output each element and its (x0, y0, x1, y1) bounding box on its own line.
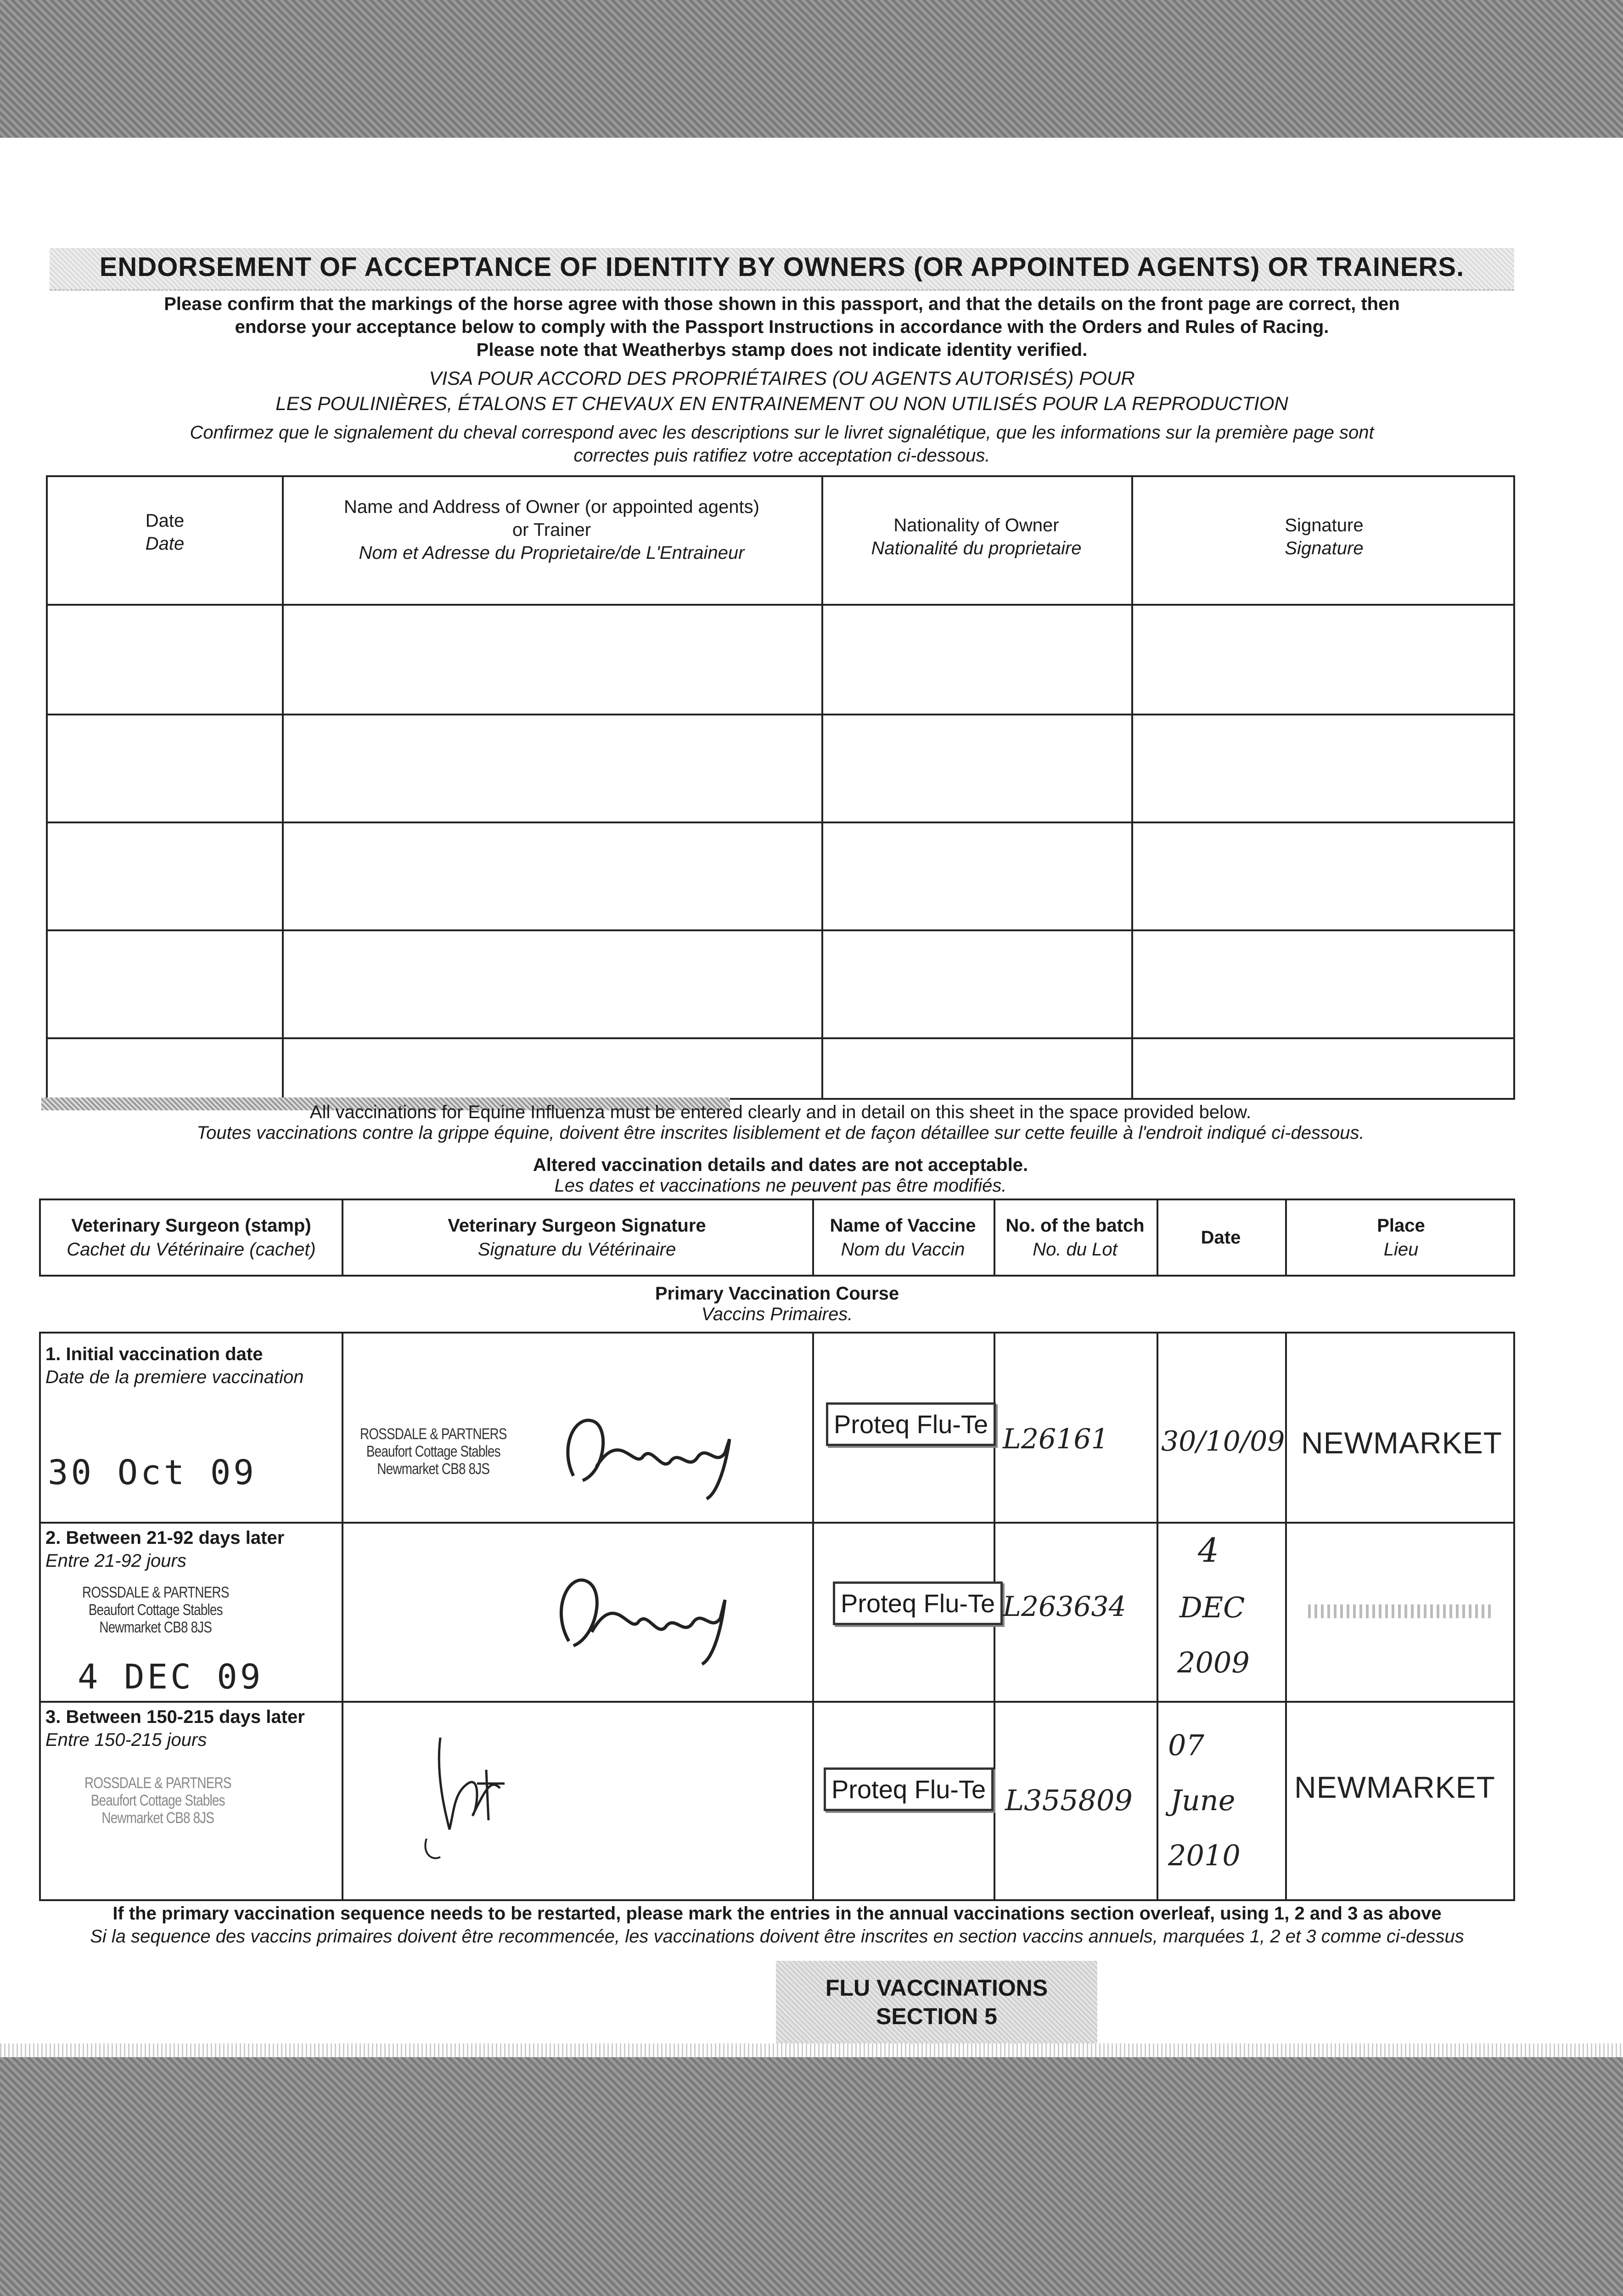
owner-endorsement-table (46, 475, 1515, 1100)
vaccination-notice-4: Les dates et vaccinations ne peuvent pas être modifiés. (554, 1176, 1007, 1196)
row2-signature (546, 1559, 766, 1669)
col-signature: Signature (1285, 515, 1364, 535)
row1-batch: L26161 (1003, 1423, 1109, 1455)
row2-label: 2. Between 21-92 days later (45, 1528, 285, 1548)
svg-text:Matt: Matt (408, 1719, 409, 1720)
hdr-vet-stamp-fr: Cachet du Vétérinaire (cachet) (67, 1239, 316, 1260)
vaccination-notice-1: All vaccinations for Equine Influenza must be entered clearly and in detail on this sheet in the space provided below. (309, 1102, 1252, 1122)
page-title: ENDORSEMENT OF ACCEPTANCE OF IDENTITY BY OWNERS (OR APPOINTED AGENTS) OR TRAINERS. (99, 252, 1465, 282)
row2-date-year: 2009 (1177, 1646, 1250, 1679)
row2-date-day: 4 (1198, 1531, 1219, 1570)
row2-place-stamp-faded (1308, 1604, 1492, 1618)
hdr-vet-stamp: Veterinary Surgeon (stamp) (71, 1216, 311, 1236)
col-date-fr: Date (145, 534, 185, 554)
row3-label-fr: Entre 150-215 jours (45, 1730, 207, 1750)
section-title: FLU VACCINATIONS (825, 1975, 1048, 2001)
row3-date-year: 2010 (1168, 1839, 1241, 1872)
row1-place: NEWMARKET (1301, 1426, 1502, 1460)
col-owner-2: or Trainer (512, 520, 591, 540)
row2-date-month: DEC (1179, 1591, 1245, 1624)
hdr-place-fr: Lieu (1383, 1239, 1419, 1260)
french-heading-2: LES POULINIÈRES, ÉTALONS ET CHEVAUX EN ENTRAINEMENT OU NON UTILISÉS POUR LA REPRODUCTION (275, 393, 1288, 414)
row3-vaccine-name: Proteq Flu-Te (824, 1767, 994, 1811)
row2-label-fr: Entre 21-92 jours (45, 1551, 186, 1571)
hdr-vet-signature-fr: Signature du Vétérinaire (477, 1239, 676, 1260)
scan-bottom-border (0, 2057, 1623, 2296)
row3-batch: L355809 (1005, 1784, 1133, 1817)
french-instructions-1: Confirmez que le signalement du cheval correspond avec les descriptions sur le livret signalétique, que les informations sur la première page sont (190, 422, 1374, 443)
row3-vet-stamp: ROSSDALE & PARTNERS Beaufort Cottage Stables Newmarket CB8 8JS (84, 1774, 231, 1827)
table-row (48, 929, 1513, 931)
row1-handwritten-date: 30 Oct 09 (48, 1453, 257, 1492)
row3-label: 3. Between 150-215 days later (45, 1707, 305, 1727)
col-date: Date (145, 511, 185, 531)
primary-course-title-fr: Vaccins Primaires. (701, 1304, 853, 1324)
row3-date-day: 07 (1168, 1728, 1204, 1762)
french-instructions-2: correctes puis ratifiez votre acceptation ci-dessous. (573, 445, 990, 466)
section-number: SECTION 5 (876, 2003, 997, 2029)
vaccination-table-header (39, 1199, 1515, 1277)
row2-handwritten-date: 4 DEC 09 (78, 1657, 264, 1697)
row1-vaccine-name: Proteq Flu-Te (826, 1402, 996, 1446)
row1-label-fr: Date de la premiere vaccination (45, 1367, 304, 1387)
row3-signature (408, 1719, 518, 1866)
row1-signature (555, 1402, 775, 1503)
table-row (48, 714, 1513, 715)
hdr-vaccine-fr: Nom du Vaccin (841, 1239, 965, 1260)
row1-vet-stamp: ROSSDALE & PARTNERS Beaufort Cottage Stables Newmarket CB8 8JS (360, 1425, 507, 1478)
row1-label: 1. Initial vaccination date (45, 1344, 263, 1364)
restart-note: If the primary vaccination sequence needs to be restarted, please mark the entries in the annual vaccinations section overleaf, using 1, 2 and 3 as above (112, 1903, 1442, 1924)
row2-vaccine-name: Proteq Flu-Te (833, 1581, 1003, 1625)
row1-date: 30/10/09 (1161, 1425, 1285, 1458)
section-label (776, 1961, 1097, 2043)
owner-table-header (48, 477, 1513, 606)
restart-note-fr: Si la sequence des vaccins primaires doivent être recommencée, les vaccinations doivent être inscrites en section vaccins annuels, marquées 1, 2 et 3 comme ci-dessus (90, 1926, 1464, 1947)
vaccination-notice-3: Altered vaccination details and dates are not acceptable. (533, 1155, 1028, 1175)
vaccination-table (39, 1332, 1515, 1901)
hdr-vet-signature: Veterinary Surgeon Signature (448, 1216, 706, 1236)
table-row (48, 822, 1513, 823)
hdr-batch-fr: No. du Lot (1033, 1239, 1118, 1260)
col-signature-fr: Signature (1285, 538, 1364, 558)
french-heading-1: VISA POUR ACCORD DES PROPRIÉTAIRES (OU AGENTS AUTORISÉS) POUR (429, 367, 1135, 389)
col-nationality-fr: Nationalité du proprietaire (871, 538, 1082, 558)
instructions-line-2: endorse your acceptance below to comply with the Passport Instructions in accordance with the Orders and Rules of Racing. (235, 317, 1329, 337)
col-owner: Name and Address of Owner (or appointed agents) (344, 497, 759, 517)
primary-course-title: Primary Vaccination Course (655, 1283, 899, 1304)
row3-place: NEWMARKET (1294, 1770, 1495, 1804)
row3-date-month: June (1170, 1784, 1236, 1817)
row2-vet-stamp: ROSSDALE & PARTNERS Beaufort Cottage Stables Newmarket CB8 8JS (82, 1584, 229, 1636)
scan-top-border (0, 0, 1623, 138)
hdr-date: Date (1201, 1227, 1241, 1248)
table-row (48, 1037, 1513, 1039)
hdr-vaccine: Name of Vaccine (830, 1216, 976, 1236)
col-owner-fr: Nom et Adresse du Proprietaire/de L'Entraineur (359, 543, 745, 563)
instructions-line-3: Please note that Weatherbys stamp does not indicate identity verified. (476, 340, 1088, 360)
row2-batch: L263634 (1003, 1591, 1126, 1623)
col-nationality: Nationality of Owner (893, 515, 1059, 535)
hdr-batch: No. of the batch (1005, 1216, 1145, 1236)
vaccination-notice-2: Toutes vaccinations contre la grippe équine, doivent être inscrites lisiblement et de façon détaillee sur cette feuille à l'endroit indiqué ci-dessous. (197, 1123, 1365, 1143)
svg-text:Omy: Omy (555, 1402, 556, 1403)
hdr-place: Place (1377, 1216, 1425, 1236)
instructions-line-1: Please confirm that the markings of the horse agree with those shown in this passport, and that the details on the front page are correct, then (164, 294, 1400, 314)
